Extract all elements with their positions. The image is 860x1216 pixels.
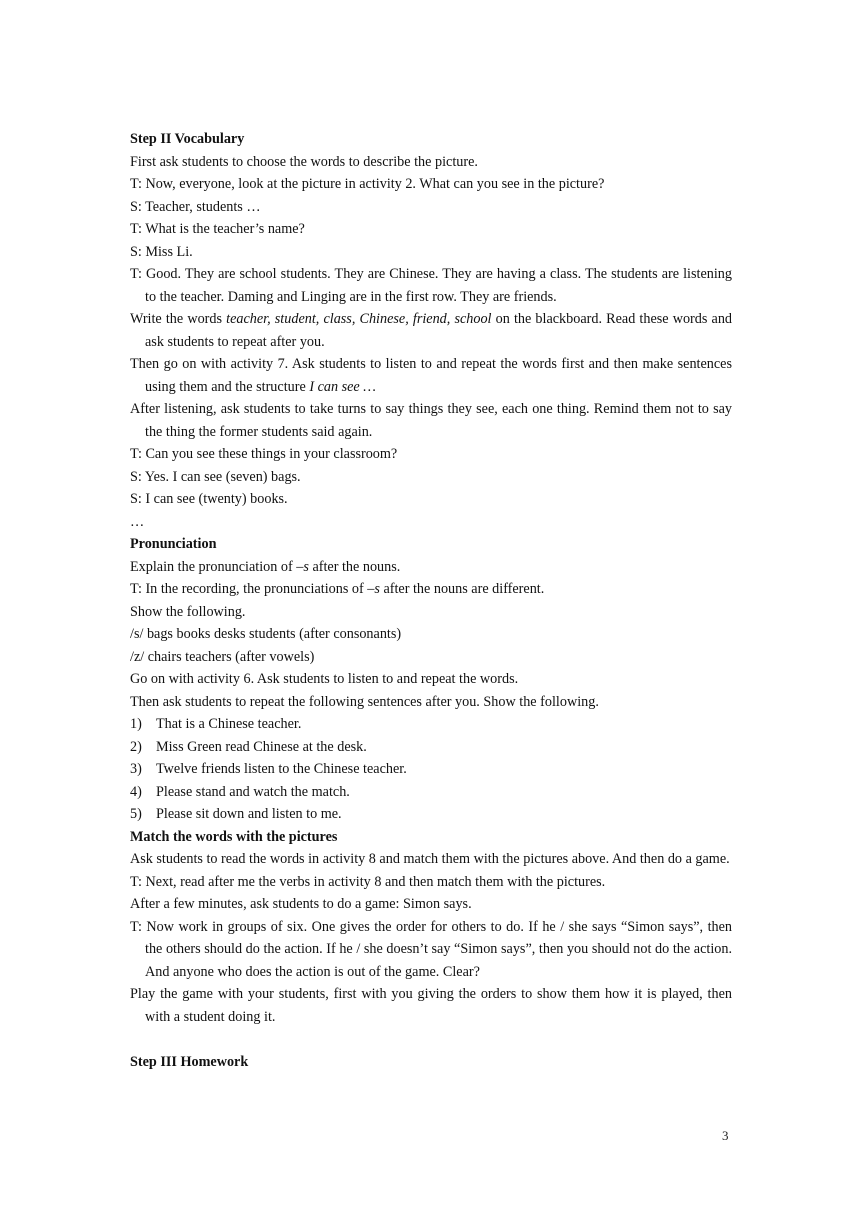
write-words-italic: teacher, student, class, Chinese, friend, school <box>226 311 492 327</box>
step2-line: S: Miss Li. <box>130 243 193 260</box>
match-after-paragraph: After a few minutes, ask students to do a game: Simon says. <box>130 896 472 912</box>
step2-line: First ask students to choose the words to describe the picture. <box>130 153 478 170</box>
step3-heading: Step III Homework <box>130 1053 249 1070</box>
explain-pre: Explain the pronunciation of <box>130 558 297 575</box>
match-next-paragraph: T: Next, read after me the verbs in activity 8 and then match them with the pictures. <box>130 873 606 890</box>
pronunciation-line: Then ask students to repeat the following sentences after you. Show the following. <box>130 693 599 710</box>
sentence-text: Please stand and watch the match. <box>156 783 350 800</box>
sentence-text: That is a Chinese teacher. <box>156 716 302 732</box>
write-post: on the blackboard. Read these words and ask students to repeat after you. <box>145 311 733 350</box>
recording-line <box>130 578 732 601</box>
pronunciation-line: /z/ chairs teachers (after vowels) <box>130 648 315 665</box>
dialogue-line: S: I can see (twenty) books. <box>130 491 288 507</box>
sentence-text: Twelve friends listen to the Chinese teacher. <box>156 761 407 777</box>
spacer <box>130 1028 732 1051</box>
after-listening-paragraph: After listening, ask students to take turns to say things they see, each one thing. Remind them not to say the thing the former students said again. <box>130 401 732 440</box>
step2-line: T: Now, everyone, look at the picture in activity 2. What can you see in the picture? <box>130 176 605 192</box>
sentence-number: 1) <box>130 716 142 732</box>
pronunciation-heading: Pronunciation <box>130 536 217 552</box>
page-number: 3 <box>722 1128 729 1143</box>
sentence-number: 3) <box>130 761 142 777</box>
sentence-item <box>130 781 732 804</box>
sentence-item <box>130 736 732 759</box>
step2-heading: Step II Vocabulary <box>130 131 245 147</box>
pronunciation-line: Go on with activity 6. Ask students to listen to and repeat the words. <box>130 671 519 687</box>
match-play-paragraph: Play the game with your students, first with you giving the orders to show them how it is played, then with a student doing it. <box>130 986 732 1025</box>
sentence-number: 5) <box>130 806 142 822</box>
then-pre: Then go on with activity 7. Ask students to listen to and repeat the words first and then make sentences using them and the structure <box>130 356 732 395</box>
sentence-number: 2) <box>130 738 142 755</box>
dialogue-line: S: Yes. I can see (seven) bags. <box>130 468 301 485</box>
pronunciation-line: /s/ bags books desks students (after consonants) <box>130 626 402 642</box>
sentence-text: Please sit down and listen to me. <box>156 806 342 822</box>
sentence-number: 4) <box>130 783 142 800</box>
dialogue-line: T: Can you see these things in your classroom? <box>130 446 398 462</box>
document-page <box>130 128 732 1073</box>
sentence-item <box>130 758 732 781</box>
explain-post: after the nouns. <box>308 558 401 575</box>
record-pre: T: In the recording, the pronunciations of <box>130 581 368 597</box>
match-groups-paragraph: T: Now work in groups of six. One gives the order for others to do. If he / she says “Simon says”, then the others should do the action. If he / she doesn’t say “Simon says”, then you should not do the action. And anyone who does the action is out of the game. Clear? <box>130 918 732 980</box>
explain-s: –s <box>296 558 309 575</box>
match-heading: Match the words with the pictures <box>130 828 338 845</box>
sentence-item <box>130 713 732 736</box>
record-post: after the nouns are different. <box>379 581 545 597</box>
step2-line: T: What is the teacher’s name? <box>130 221 305 237</box>
match-ask-paragraph: Ask students to read the words in activity 8 and match them with the pictures above. And then do a game. <box>130 851 730 867</box>
sentence-text: Miss Green read Chinese at the desk. <box>156 738 367 755</box>
step2-line: S: Teacher, students … <box>130 198 261 215</box>
activity7-paragraph <box>130 353 732 398</box>
write-words-paragraph <box>130 308 732 353</box>
sentence-item <box>130 803 732 826</box>
structure-italic: I can see … <box>309 378 376 395</box>
teacher-good-paragraph: T: Good. They are school students. They are Chinese. They are having a class. The students are listening to the teacher. Daming and Linging are in the first row. They are friends. <box>130 266 732 305</box>
write-pre: Write the words <box>130 311 227 327</box>
record-s: –s <box>367 581 380 597</box>
ellipsis-line: … <box>130 513 145 530</box>
pronunciation-line: Show the following. <box>130 603 246 620</box>
explain-line <box>130 556 732 579</box>
